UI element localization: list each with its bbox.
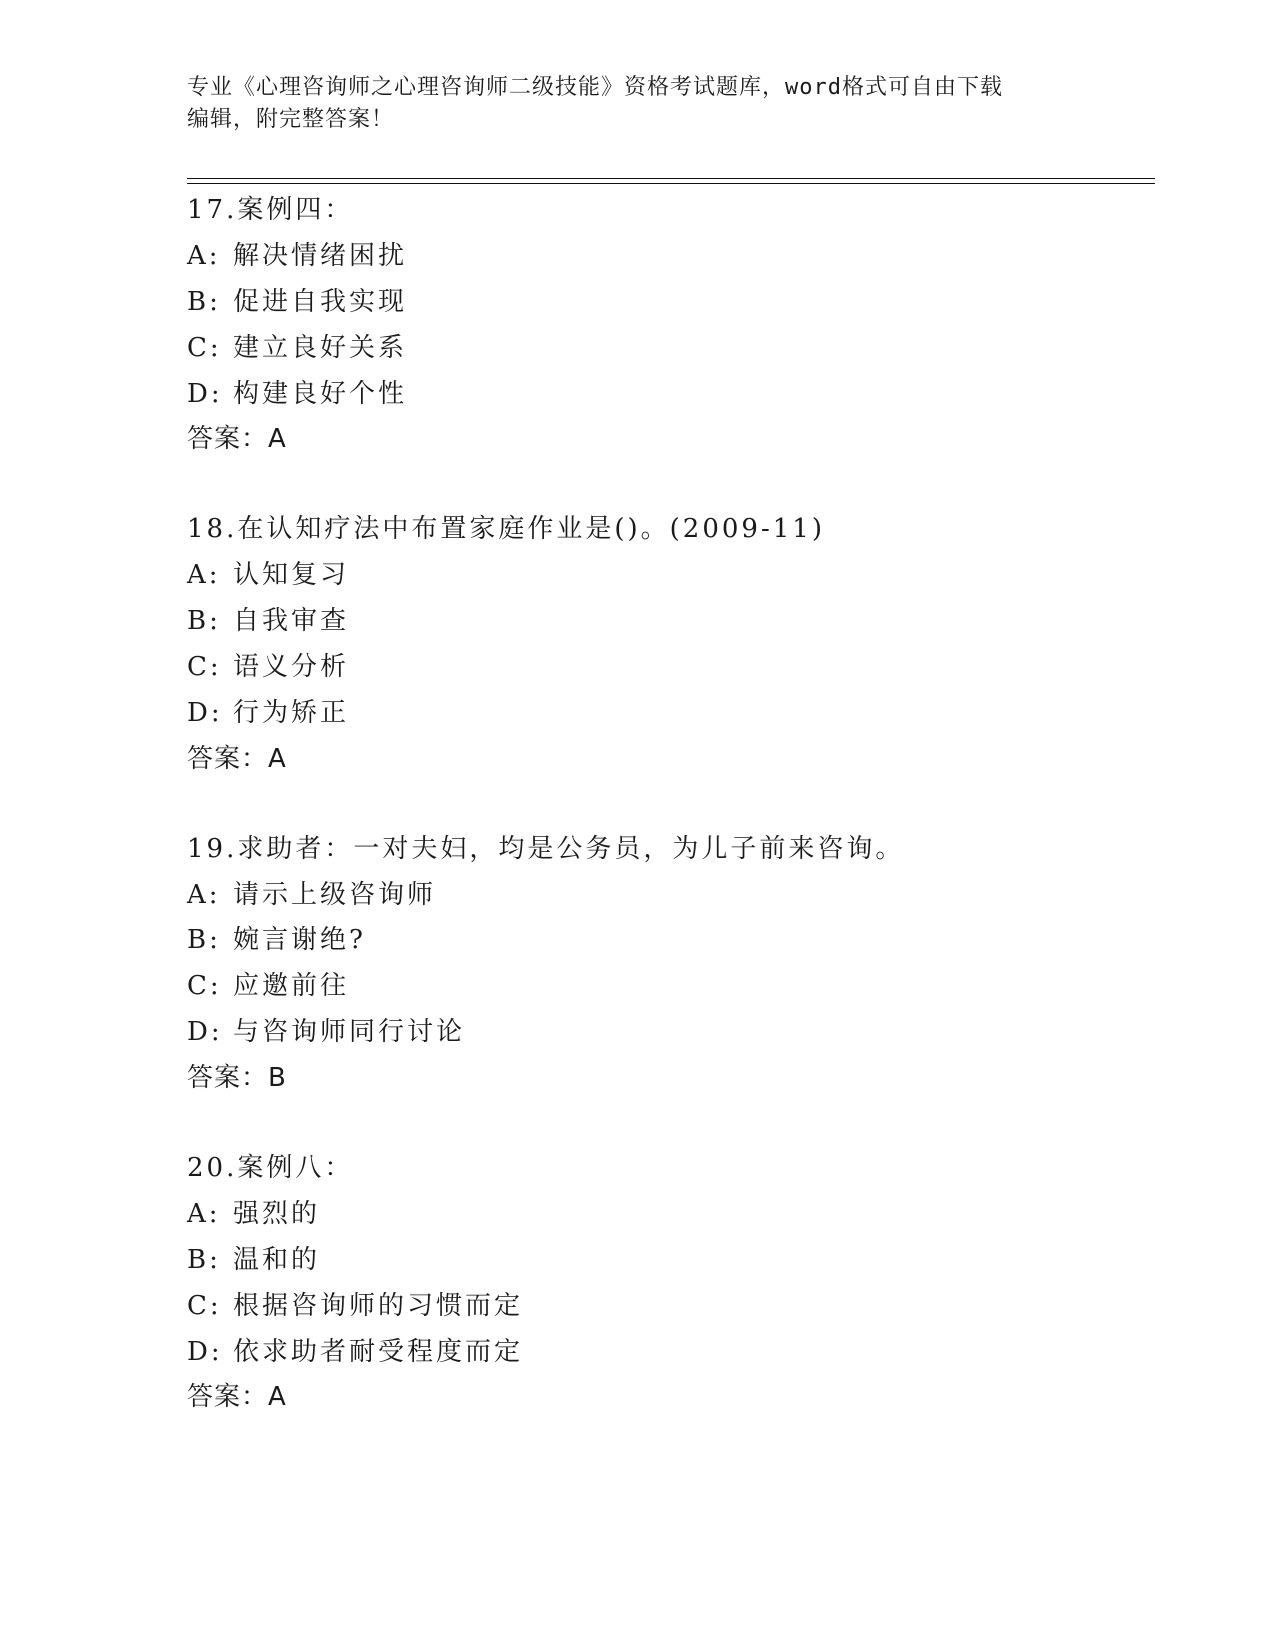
- question-list: [187, 188, 1147, 1465]
- option-key: B:: [187, 606, 221, 637]
- option-text: 请示上级咨询师: [233, 879, 437, 910]
- question-stem: 17.案例四：: [187, 195, 354, 225]
- option-c: [187, 326, 1147, 372]
- answer-line: 答案：B: [187, 1063, 287, 1094]
- option-key: D:: [187, 1336, 223, 1367]
- option-text: 强烈的: [233, 1198, 321, 1229]
- option-b: [187, 280, 1147, 326]
- option-text: 与咨询师同行讨论: [233, 1017, 466, 1048]
- option-key: B:: [187, 925, 221, 956]
- answer-line: 答案：A: [187, 424, 287, 455]
- option-key: A:: [187, 560, 221, 591]
- document-header: [187, 72, 1067, 136]
- option-key: A:: [187, 240, 221, 271]
- option-c: [187, 645, 1147, 691]
- option-key: B:: [187, 1244, 221, 1275]
- question-stem: 20.案例八：: [187, 1153, 354, 1184]
- option-d: [187, 372, 1147, 418]
- option-text: 建立良好关系: [233, 332, 408, 363]
- question-stem: 19.求助者：一对夫妇，均是公务员，为儿子前来咨询。: [187, 833, 905, 864]
- question-19: [187, 827, 1147, 1102]
- option-text: 依求助者耐受程度而定: [233, 1336, 524, 1367]
- option-key: C:: [187, 332, 222, 363]
- option-a: [187, 234, 1147, 280]
- option-text: 根据咨询师的习惯而定: [233, 1290, 524, 1321]
- header-line-2: 编辑，附完整答案！: [187, 107, 395, 132]
- option-a: [187, 553, 1147, 599]
- option-key: C:: [187, 971, 222, 1002]
- option-text: 婉言谢绝?: [233, 925, 366, 956]
- option-key: D:: [187, 378, 223, 409]
- option-text: 构建良好个性: [233, 378, 408, 409]
- option-a: [187, 873, 1147, 919]
- option-b: [187, 918, 1147, 964]
- option-key: B:: [187, 286, 221, 317]
- option-key: C:: [187, 1290, 222, 1321]
- option-text: 温和的: [233, 1244, 321, 1275]
- header-divider-bottom: [187, 183, 1155, 184]
- answer-line: 答案：A: [187, 743, 287, 774]
- option-text: 解决情绪困扰: [233, 240, 408, 271]
- question-17: [187, 188, 1147, 463]
- option-text: 应邀前往: [233, 971, 350, 1002]
- header-divider-top: [187, 178, 1155, 179]
- option-d: [187, 691, 1147, 737]
- question-stem: 18.在认知疗法中布置家庭作业是()。(2009-11): [187, 514, 825, 545]
- option-d: [187, 1010, 1147, 1056]
- option-a: [187, 1192, 1147, 1238]
- option-text: 促进自我实现: [233, 286, 408, 317]
- option-key: D:: [187, 1017, 223, 1048]
- option-key: A:: [187, 879, 221, 910]
- option-c: [187, 964, 1147, 1010]
- option-key: A:: [187, 1198, 221, 1229]
- question-18: [187, 507, 1147, 782]
- option-b: [187, 599, 1147, 645]
- option-c: [187, 1284, 1147, 1330]
- header-line-1: 专业《心理咨询师之心理咨询师二级技能》资格考试题库，word格式可自由下载: [187, 75, 1003, 100]
- option-text: 自我审查: [233, 606, 350, 637]
- option-text: 认知复习: [233, 560, 350, 591]
- answer-line: 答案：A: [187, 1382, 287, 1413]
- option-text: 语义分析: [233, 652, 350, 683]
- option-key: C:: [187, 652, 222, 683]
- option-text: 行为矫正: [233, 697, 350, 728]
- option-b: [187, 1238, 1147, 1284]
- option-key: D:: [187, 697, 223, 728]
- question-20: [187, 1146, 1147, 1421]
- option-d: [187, 1330, 1147, 1376]
